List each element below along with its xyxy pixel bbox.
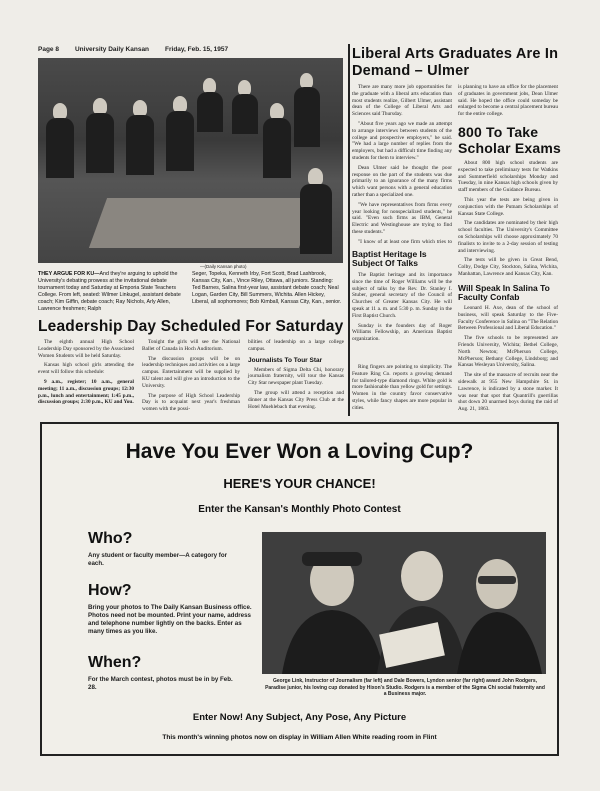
journalists-para: The group will attend a reception and dinner at the Kansas City Press Club at the Hotel Muehlebach that evening. [248, 389, 344, 410]
liberal-arts-para: Dean Ulmer said he thought the poor response on the part of the students was due primarily to an ignorance of the many firms which want persons with a general education rather than a specialized one. [352, 164, 452, 198]
leadership-para: Kansas high school girls attending the event will follow this schedule: [38, 362, 134, 376]
who-heading: Who? [88, 530, 133, 547]
photo-person-suit [294, 87, 320, 147]
ad-display-note: This month's winning photos now on display in William Allen White reading room in Flint [162, 734, 437, 741]
leadership-col3 [248, 339, 344, 413]
photo-person-suit [46, 118, 74, 178]
column-rule [348, 44, 350, 416]
issue-date: Friday, Feb. 15, 1957 [165, 46, 229, 53]
how-text: Bring your photos to The Daily Kansan Business office. Photos need not be mounted. Print your name, address and telephone number lightly on the backs. Enter as many times as you like. [88, 604, 252, 635]
ad-enter-line: Enter the Kansan's Monthly Photo Contest [198, 504, 401, 515]
paper-name: University Daily Kansan [74, 46, 150, 53]
contest-photo-illustration [262, 532, 546, 674]
scholar-body [458, 160, 558, 284]
caption-lead: THEY ARGUE FOR KU— [38, 271, 100, 277]
salina-para: Leonard H. Axe, dean of the school of business, will speak Saturday to the Five-Faculty Conference in Salina on "The Relation Between Professional and Liberal Education." [458, 305, 558, 332]
leadership-para: bilities of leadership on a large college campus. [248, 339, 344, 352]
leadership-headline: Leadership Day Scheduled For Saturday [38, 318, 344, 335]
photo-person-suit [232, 94, 258, 134]
salina-para: The five schools to be represented are Friends University, Wichita; Bethel College, North Newton; McPherson College, McPherson; Bethany College, Lindsborg; and Kansas Wesleyan University, Salina. [458, 335, 558, 369]
ring-body [352, 364, 452, 414]
photo-person [53, 103, 67, 119]
ring-para: Ring fingers are pointing to simplicity. The Feature Ring Co. reports a growing demand for tailored-type diamond rings. White gold is more fashionable than yellow gold for settings. Women in the country favor conservative styles, while fancy shapes are more popular in cities. [352, 364, 452, 411]
when-heading: When? [88, 654, 142, 671]
photo-table [89, 198, 317, 248]
leadership-para: The purpose of High School Leadership Day is to acquaint next year's freshman women with the possi- [142, 392, 240, 413]
photo-credit: —(Daily Kansan photo) [200, 264, 247, 269]
photo-caption-right: Seger, Topeka, Kenneth Irby, Fort Scott, Brad Lashbrook, Kansas City, Kan., Vince Riley, Ottawa, all juniors. Standing: Ted Barnes, Salina first-year law, assistant debate coach; Neal Logan, Garden City, Bill Summers, Wichita. Allen Hickey, Liberal, all sophomores; Bob Kimball, Kansas City, Kan., senior. [192, 271, 342, 305]
photo-person [173, 96, 187, 112]
liberal-arts-para: There are many more job opportunities for the graduate with a liberal arts education than most students realize, Gilbert Ulmer, assistant dean of the College of Liberal Arts and Sciences said Thursday. [352, 84, 452, 118]
photo-person [238, 80, 251, 95]
when-text: For the March contest, photos must be in by Feb. 28. [88, 676, 233, 691]
leadership-col2 [142, 339, 240, 416]
liberal-arts-para: "We have representatives from firms every year looking for nonspecialized students," he said. "Even such firms as IBM, General Electric and Westinghouse are trying to find these students." [352, 201, 452, 235]
scholar-para: This year the tests are being given in conjunction with the Putnam Scholarships of Kansas State College. [458, 196, 558, 217]
photo-person-suit [126, 115, 154, 175]
photo-person-suit [263, 118, 291, 178]
photo-caption-left [38, 271, 186, 313]
liberal-arts-para: "About five years ago we made an attempt to arrange interviews between students of the college and prospective employers," he said. "We had a large number of replies from the employers, but had a difficult time finding any students for them to interview." [352, 120, 452, 161]
how-heading: How? [88, 582, 132, 599]
caption-text-left: And they're arguing to uphold the University's debating prowess at the invitational debate tournament today and Saturday at Emporia State Teachers College. From left, seated: Wilmer Linkugel, assistant debate coach; Kim Giffin, debate coach; Ray Nichols, Arly Allen, Lawrence freshmen; Ralph [38, 271, 181, 312]
contest-winner-photo [262, 532, 546, 674]
salina-para: The site of the massacre of recruits near the sidewalk at 955 New Hampshire St. in Lawrence, is indicated by a stone marker. It was near that spot that Quantrill's guerrillas shot down 20 unarmed boys during the raid of Aug. 21, 1863. [458, 372, 558, 413]
liberal-arts-headline: Liberal Arts Graduates Are In Demand – Ulmer [352, 46, 559, 79]
baptist-headline: Baptist Heritage Is Subject Of Talks [352, 249, 427, 268]
ad-photo-caption: George Link, Instructor of Journalism (far left) and Dale Bowers, Lyndon senior (far right) award John Rodgers, Paradise junior, his loving cup donated by Hixon's Studio. Rodgers is a member of the Sigma Chi social fraternity and a Business major. [265, 678, 545, 697]
photo-person [270, 103, 284, 119]
photo-person-suit [166, 111, 194, 171]
scholar-para: The tests will be given in Great Bend, Colby, Dodge City, Stockton, Salina, Wichita, Manhattan, Lawrence and Kansas City, Kan. [458, 257, 558, 277]
photo-person-suit [197, 92, 223, 132]
scholar-para: About 800 high school students are expected to take preliminary tests for Watkins and Summerfield scholarships Monday and Tuesday, in nine Kansas high schools given by staff members of the Guidance Bureau. [458, 160, 558, 194]
page-header [38, 46, 338, 53]
who-text: Any student or faculty member—A category for each. [88, 552, 228, 567]
scholar-headline: 800 To Take Scholar Exams [458, 124, 561, 156]
ad-title: Have You Ever Won a Loving Cup? [125, 440, 474, 463]
liberal-arts-col2 [458, 84, 558, 121]
leadership-para: Tonight the girls will see the National Ballet of Canada in Hoch Auditorium. [142, 339, 240, 352]
photo-person [300, 73, 313, 88]
liberal-arts-para: is planning to have an office for the placement of graduates in government jobs, Dean Ulmer said. He hoped the office could someday be enlarged to become a central placement bureau for the entire college. [458, 84, 558, 118]
ad-enter-now: Enter Now! Any Subject, Any Pose, Any Picture [192, 712, 407, 723]
salina-body [458, 305, 558, 415]
journalists-headline: Journalists To Tour Star [248, 356, 323, 364]
photo-person [308, 168, 323, 185]
baptist-body [352, 272, 452, 362]
photo-contest-ad [40, 422, 559, 756]
page-number: Page 8 [38, 46, 59, 53]
liberal-arts-para: "I know of at least one firm which tries to [358, 238, 452, 245]
leadership-col1 [38, 339, 134, 409]
photo-person [203, 78, 216, 93]
liberal-arts-col1 [352, 84, 452, 246]
ad-subtitle: HERE'S YOUR CHANCE! [223, 476, 376, 491]
photo-person [93, 98, 107, 114]
leadership-schedule: 9 a.m., register; 10 a.m., general meeting; 11 a.m., discussion groups; 12:30 p.m., lunch and entertainment; 1:45 p.m., discussion groups; 2:30 p.m., KU and You. [38, 378, 134, 406]
leadership-para: The eighth annual High School Leadership Day sponsored by the Associated Women Students will be held Saturday. [38, 339, 134, 359]
debate-team-photo [38, 58, 343, 263]
photo-person [133, 100, 147, 116]
photo-person-suit [300, 184, 332, 254]
scholar-para: The candidates are nominated by their high school faculties. The University's Committee on Scholarships will choose approximately 70 finalists to invite to a 2-day session of testing and interviewing. [458, 220, 558, 254]
baptist-para: The Baptist heritage and its importance since the time of Roger Williams will be the subject of talks by the Rev. Dr. Stanley I. Stuber, general secretary of the Council of Churches of Greater Kansas City. He will speak at 11 a. m. and 5:30 p. m. Sunday in the First Baptist Church. [352, 272, 452, 319]
photo-person-suit [86, 113, 114, 173]
salina-headline: Will Speak In Salina To Faculty Confab [458, 283, 550, 302]
leadership-para: The discussion groups will be on leadership techniques and activities on a large campus. Entertainment will be supplied by KU talent and will give an introduction to the University. [142, 355, 240, 389]
baptist-para: Sunday is the founders day of Roger Williams Fellowship, an American Baptist organization. [352, 322, 452, 343]
journalists-para: Members of Sigma Delta Chi, honorary journalism fraternity, will tour the Kansas City Star newspaper plant Tuesday. [248, 366, 344, 387]
